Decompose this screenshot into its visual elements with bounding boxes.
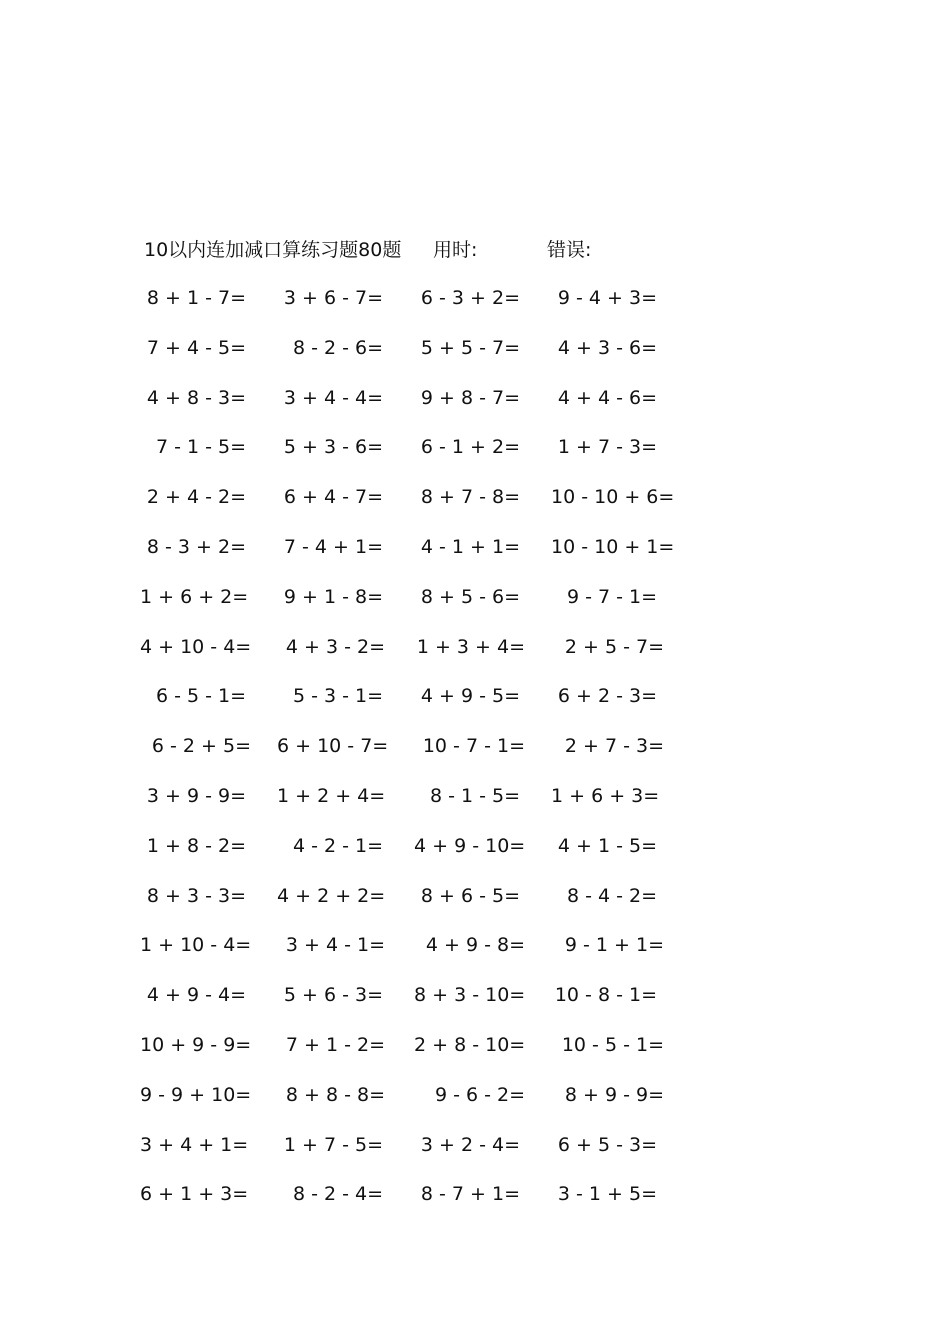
arithmetic-problem: 3 + 2 - 4= [420, 1133, 520, 1156]
arithmetic-problem: 4 + 8 - 3= [146, 386, 246, 409]
arithmetic-problem: 9 - 7 - 1= [566, 585, 657, 608]
arithmetic-problem: 4 + 1 - 5= [557, 834, 657, 857]
problem-row [140, 831, 700, 881]
arithmetic-problem: 8 + 5 - 6= [420, 585, 520, 608]
arithmetic-problem: 6 + 2 - 3= [557, 685, 657, 708]
arithmetic-problem: 7 - 1 - 5= [155, 436, 246, 459]
arithmetic-problem: 4 + 9 - 4= [146, 984, 246, 1007]
arithmetic-problem: 9 - 4 + 3= [557, 287, 657, 309]
arithmetic-problem: 4 + 4 - 6= [557, 386, 657, 409]
problem-row [140, 383, 700, 433]
worksheet-title: 10以内连加减口算练习题80题 [144, 239, 402, 261]
arithmetic-problem: 10 - 10 + 1= [551, 535, 675, 558]
problem-row [140, 283, 700, 333]
arithmetic-problem: 2 + 5 - 7= [564, 635, 664, 658]
arithmetic-problem: 5 + 6 - 3= [283, 984, 383, 1007]
arithmetic-problem: 9 - 6 - 2= [434, 1083, 525, 1106]
arithmetic-problem: 6 - 3 + 2= [420, 287, 520, 309]
arithmetic-problem: 6 - 1 + 2= [420, 436, 520, 459]
arithmetic-problem: 1 + 7 - 5= [283, 1133, 383, 1156]
arithmetic-problem: 8 - 7 + 1= [420, 1183, 520, 1206]
arithmetic-problem: 2 + 4 - 2= [146, 486, 246, 509]
arithmetic-problem: 8 + 1 - 7= [146, 287, 246, 309]
arithmetic-problem: 8 - 3 + 2= [146, 535, 246, 558]
error-count-label: 错误: [547, 239, 592, 261]
arithmetic-problem: 9 - 9 + 10= [140, 1083, 252, 1106]
problem-row [140, 582, 700, 632]
arithmetic-problem: 3 + 4 - 4= [283, 386, 383, 409]
problem-row [140, 482, 700, 532]
arithmetic-problem: 8 + 6 - 5= [420, 884, 520, 907]
arithmetic-problem: 10 - 10 + 6= [551, 486, 675, 509]
arithmetic-problem: 5 - 3 - 1= [292, 685, 383, 708]
arithmetic-problem: 3 + 6 - 7= [283, 287, 383, 309]
arithmetic-problem: 1 + 6 + 2= [140, 585, 249, 608]
arithmetic-problem: 7 - 4 + 1= [283, 535, 383, 558]
arithmetic-problem: 2 + 7 - 3= [564, 735, 664, 758]
problem-row [140, 781, 700, 831]
arithmetic-problem: 2 + 8 - 10= [414, 1033, 526, 1056]
problem-row [140, 1030, 700, 1080]
arithmetic-problem: 3 - 1 + 5= [557, 1183, 657, 1206]
arithmetic-problem: 1 + 7 - 3= [557, 436, 657, 459]
arithmetic-problem: 8 + 7 - 8= [420, 486, 520, 509]
arithmetic-problem: 3 + 4 + 1= [140, 1133, 249, 1156]
problem-row [140, 681, 700, 731]
problem-row [140, 881, 700, 931]
problem-row [140, 333, 700, 383]
problem-row [140, 1179, 700, 1229]
arithmetic-problem: 8 - 4 - 2= [566, 884, 657, 907]
arithmetic-problem: 4 + 9 - 5= [420, 685, 520, 708]
arithmetic-problem: 8 + 9 - 9= [564, 1083, 664, 1106]
problem-grid [140, 283, 700, 1229]
problem-row [140, 980, 700, 1030]
arithmetic-problem: 8 - 2 - 4= [292, 1183, 383, 1206]
problem-row [140, 532, 700, 582]
arithmetic-problem: 10 - 8 - 1= [554, 984, 657, 1007]
arithmetic-problem: 5 + 3 - 6= [283, 436, 383, 459]
arithmetic-problem: 6 + 10 - 7= [277, 735, 389, 758]
arithmetic-problem: 4 + 2 + 2= [277, 884, 386, 907]
arithmetic-problem: 4 + 3 - 6= [557, 336, 657, 359]
arithmetic-problem: 4 + 9 - 8= [425, 934, 525, 957]
arithmetic-problem: 7 + 1 - 2= [285, 1033, 385, 1056]
problem-row [140, 432, 700, 482]
time-used-label: 用时: [433, 239, 478, 261]
arithmetic-problem: 10 - 5 - 1= [561, 1033, 664, 1056]
arithmetic-problem: 8 + 3 - 3= [146, 884, 246, 907]
arithmetic-problem: 5 + 5 - 7= [420, 336, 520, 359]
arithmetic-problem: 1 + 8 - 2= [146, 834, 246, 857]
arithmetic-problem: 4 + 9 - 10= [414, 834, 526, 857]
arithmetic-problem: 4 + 3 - 2= [285, 635, 385, 658]
arithmetic-problem: 1 + 6 + 3= [551, 784, 660, 807]
arithmetic-problem: 10 + 9 - 9= [140, 1033, 252, 1056]
arithmetic-problem: 9 - 1 + 1= [564, 934, 664, 957]
arithmetic-problem: 7 + 4 - 5= [146, 336, 246, 359]
arithmetic-problem: 8 - 1 - 5= [429, 784, 520, 807]
problem-row [140, 930, 700, 980]
arithmetic-problem: 4 + 10 - 4= [140, 635, 252, 658]
arithmetic-problem: 1 + 2 + 4= [277, 784, 386, 807]
problem-row [140, 1080, 700, 1130]
arithmetic-problem: 9 + 8 - 7= [420, 386, 520, 409]
arithmetic-problem: 3 + 9 - 9= [146, 784, 246, 807]
arithmetic-problem: 6 + 5 - 3= [557, 1133, 657, 1156]
arithmetic-problem: 4 - 2 - 1= [292, 834, 383, 857]
arithmetic-problem: 8 + 8 - 8= [285, 1083, 385, 1106]
arithmetic-problem: 4 - 1 + 1= [420, 535, 520, 558]
arithmetic-problem: 6 - 2 + 5= [151, 735, 251, 758]
problem-row [140, 731, 700, 781]
arithmetic-problem: 6 + 4 - 7= [283, 486, 383, 509]
arithmetic-problem: 1 + 3 + 4= [416, 635, 525, 658]
arithmetic-problem: 6 - 5 - 1= [155, 685, 246, 708]
arithmetic-problem: 8 + 3 - 10= [414, 984, 526, 1007]
arithmetic-problem: 9 + 1 - 8= [283, 585, 383, 608]
arithmetic-problem: 10 - 7 - 1= [422, 735, 525, 758]
arithmetic-problem: 6 + 1 + 3= [140, 1183, 249, 1206]
problem-row [140, 632, 700, 682]
problem-row [140, 1130, 700, 1180]
arithmetic-problem: 3 + 4 - 1= [285, 934, 385, 957]
arithmetic-problem: 1 + 10 - 4= [140, 934, 252, 957]
arithmetic-problem: 8 - 2 - 6= [292, 336, 383, 359]
